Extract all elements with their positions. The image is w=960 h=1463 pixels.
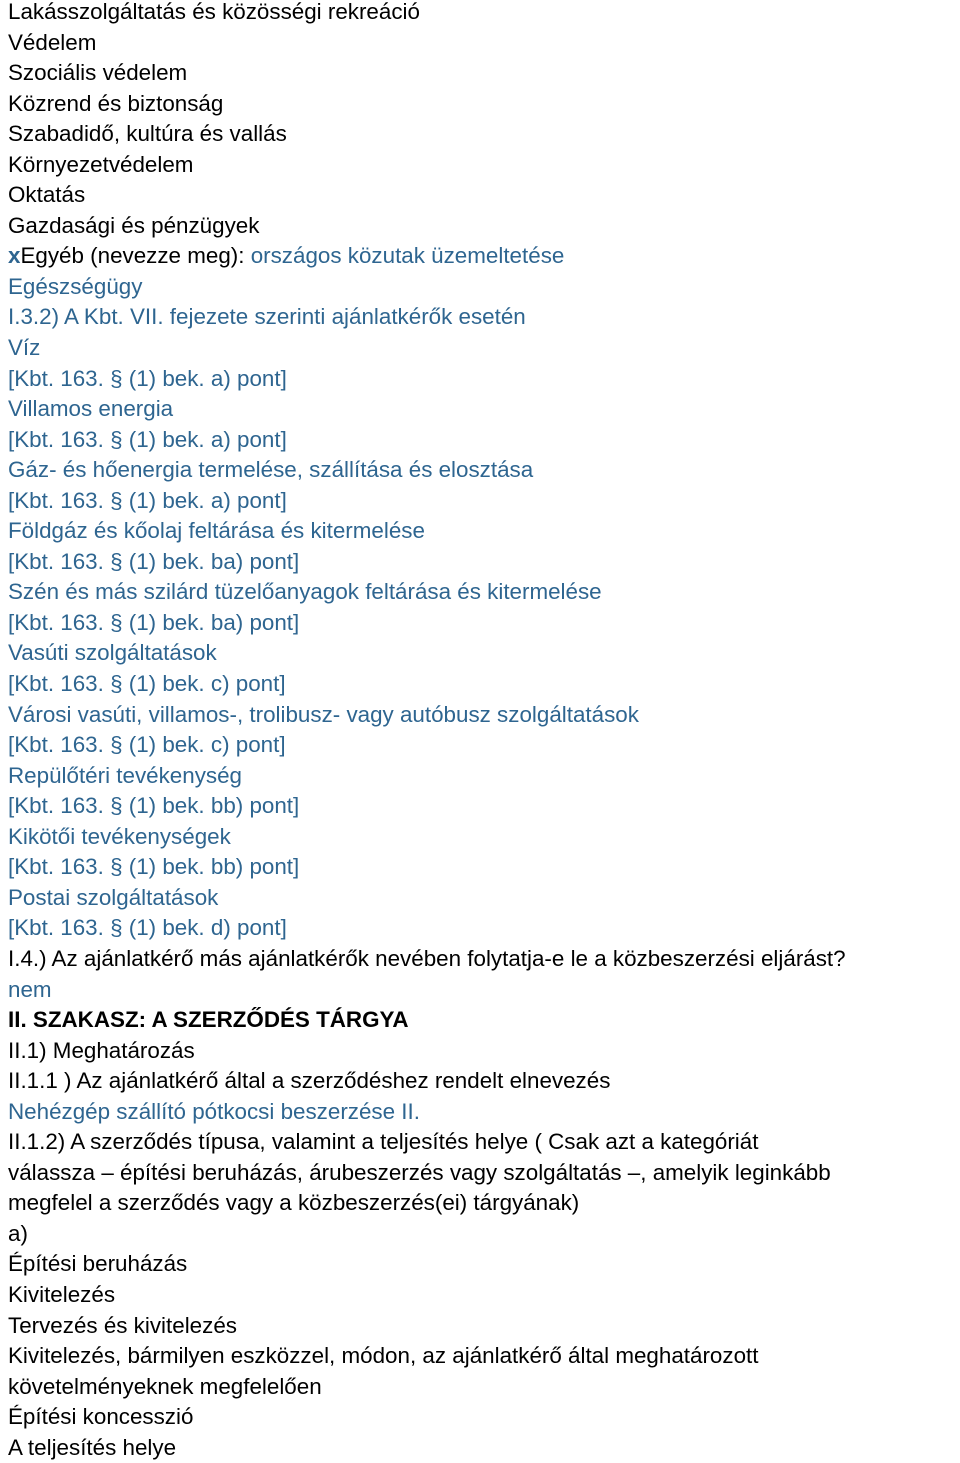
legal-reference: [Kbt. 163. § (1) bek. d) pont] (8, 915, 287, 941)
doc-line: Kivitelezés, bármilyen eszközzel, módon, az ajánlatkérő által meghatározott (8, 1343, 759, 1369)
doc-line: Repülőtéri tevékenység (8, 762, 242, 788)
doc-line: A teljesítés helye (8, 1434, 177, 1460)
subsection-heading: II.1) Meghatározás (8, 1037, 195, 1063)
doc-line: Lakásszolgáltatás és közösségi rekreáció (8, 0, 420, 24)
doc-line: Közrend és biztonság (8, 90, 224, 116)
legal-reference: [Kbt. 163. § (1) bek. a) pont] (8, 487, 287, 513)
doc-line: Tervezés és kivitelezés (8, 1312, 237, 1338)
doc-line: Szén és más szilárd tüzelőanyagok feltárása és kitermelése (8, 579, 602, 605)
doc-line: Szabadidő, kultúra és vallás (8, 121, 287, 147)
section-title: II. SZAKASZ: A SZERZŐDÉS TÁRGYA (8, 1007, 409, 1033)
option-letter: a) (8, 1220, 28, 1246)
doc-line: Kikötői tevékenységek (8, 823, 231, 849)
doc-line: Szociális védelem (8, 60, 188, 86)
doc-line: Városi vasúti, villamos-, trolibusz- vagy autóbusz szolgáltatások (8, 701, 639, 727)
other-option-label: Egyéb (nevezze meg): (20, 243, 251, 269)
doc-line: Építési beruházás (8, 1251, 188, 1277)
document-body (8, 0, 956, 1463)
contract-name-value: Nehézgép szállító pótkocsi beszerzése II. (8, 1098, 420, 1124)
selected-checkbox-mark: x (8, 243, 21, 269)
doc-line: Víz (8, 335, 41, 361)
subsection-heading: II.1.2) A szerződés típusa, valamint a teljesítés helye ( Csak azt a kategóriát (8, 1129, 759, 1155)
legal-reference: [Kbt. 163. § (1) bek. a) pont] (8, 426, 287, 452)
legal-reference: [Kbt. 163. § (1) bek. c) pont] (8, 671, 286, 697)
doc-line: Egészségügy (8, 273, 143, 299)
subsection-heading: II.1.1 ) Az ajánlatkérő által a szerződéshez rendelt elnevezés (8, 1068, 611, 1094)
subsection-heading-cont: megfelel a szerződés vagy a közbeszerzés(ei) tárgyának) (8, 1190, 580, 1216)
legal-reference: [Kbt. 163. § (1) bek. ba) pont] (8, 609, 300, 635)
doc-line: Vasúti szolgáltatások (8, 640, 217, 666)
doc-line: Földgáz és kőolaj feltárása és kitermelése (8, 518, 425, 544)
legal-reference: [Kbt. 163. § (1) bek. bb) pont] (8, 854, 300, 880)
doc-line: Kivitelezés (8, 1281, 116, 1307)
doc-line: Oktatás (8, 182, 86, 208)
doc-line: Gazdasági és pénzügyek (8, 212, 260, 238)
answer-value: nem (8, 976, 52, 1002)
legal-reference: [Kbt. 163. § (1) bek. bb) pont] (8, 793, 300, 819)
doc-line: Építési koncesszió (8, 1404, 194, 1430)
doc-line: Postai szolgáltatások (8, 884, 219, 910)
legal-reference: [Kbt. 163. § (1) bek. ba) pont] (8, 548, 300, 574)
question-line: I.4.) Az ajánlatkérő más ajánlatkérők nevében folytatja-e le a közbeszerzési eljárást? (8, 945, 846, 971)
doc-line: Védelem (8, 29, 97, 55)
doc-line: Környezetvédelem (8, 151, 194, 177)
doc-line: Villamos energia (8, 396, 174, 422)
legal-reference: [Kbt. 163. § (1) bek. a) pont] (8, 365, 287, 391)
doc-line: követelményeknek megfelelően (8, 1373, 322, 1399)
section-heading: I.3.2) A Kbt. VII. fejezete szerinti ajánlatkérők esetén (8, 304, 526, 330)
doc-line-other-option (8, 241, 956, 272)
other-option-value: országos közutak üzemeltetése (250, 243, 565, 269)
subsection-heading-cont: válassza – építési beruházás, árubeszerzés vagy szolgáltatás –, amelyik leginkább (8, 1159, 831, 1185)
legal-reference: [Kbt. 163. § (1) bek. c) pont] (8, 732, 286, 758)
doc-line: Gáz- és hőenergia termelése, szállítása és elosztása (8, 457, 534, 483)
